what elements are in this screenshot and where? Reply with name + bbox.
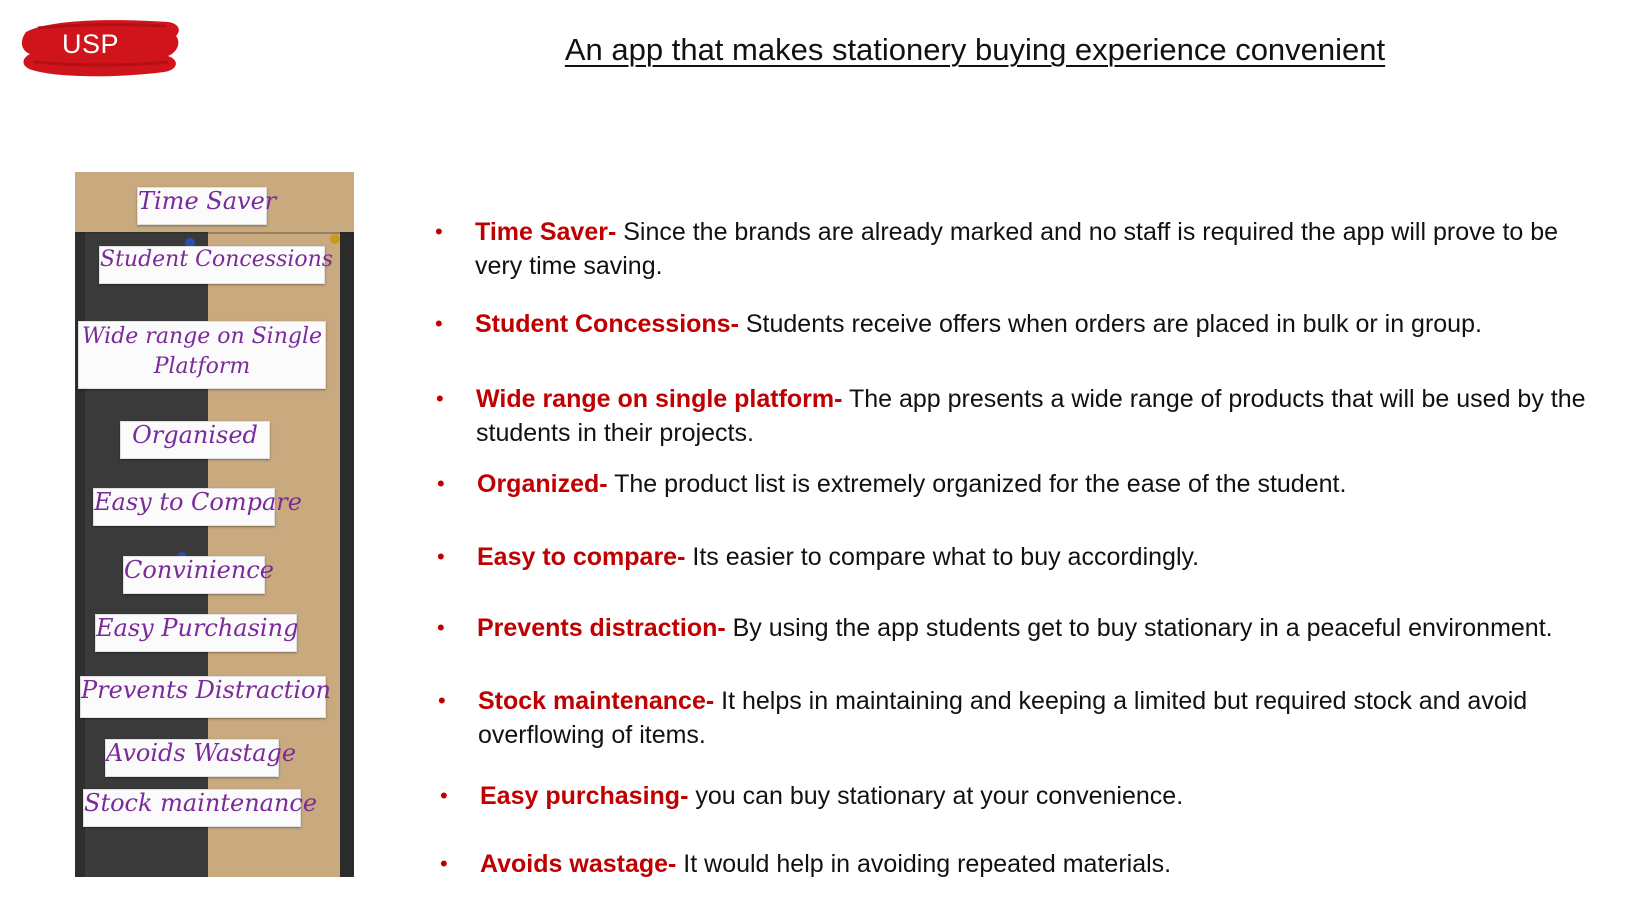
usp-label: USP <box>62 29 120 59</box>
photo-card: Time Saver <box>137 187 267 225</box>
usp-description: By using the app students get to buy stationary in a peaceful environment. <box>725 614 1553 642</box>
pushpin-icon <box>330 234 340 244</box>
bullet-icon: • <box>436 386 444 411</box>
usp-description: Since the brands are already marked and no staff is required the app will prove to be very time saving. <box>475 218 1559 280</box>
bullet-icon: • <box>440 851 448 876</box>
bullet-icon: • <box>438 688 446 713</box>
photo-card: Stock maintenance <box>83 789 301 827</box>
photo-card: Easy to Compare <box>93 488 275 526</box>
usp-description: Students receive offers when orders are placed in bulk or in group. <box>738 310 1482 338</box>
usp-description: The app presents a wide range of products that will be used by the students in their projects. <box>476 385 1586 447</box>
usp-badge <box>18 14 182 82</box>
usp-description: Its easier to compare what to buy accordingly. <box>685 543 1200 571</box>
photo-card: Avoids Wastage <box>105 739 279 777</box>
photo-card: Wide range on Single Platform <box>78 321 326 389</box>
list-item <box>436 382 1611 450</box>
bullet-icon: • <box>435 311 443 336</box>
cards-photo <box>75 172 354 877</box>
photo-card: Convinience <box>123 556 265 594</box>
bullet-icon: • <box>437 544 445 569</box>
photo-card: Prevents Distraction <box>80 676 326 718</box>
list-item <box>437 540 1597 574</box>
list-item <box>435 307 1595 341</box>
list-item <box>438 684 1608 752</box>
list-item <box>440 847 1600 881</box>
list-item <box>435 215 1590 283</box>
usp-term: Avoids wastage- <box>480 850 677 878</box>
list-item <box>437 611 1622 645</box>
usp-description: The product list is extremely organized for the ease of the student. <box>607 470 1347 498</box>
photo-card: Organised <box>120 421 270 459</box>
usp-term: Student Concessions- <box>475 310 739 338</box>
photo-card: Easy Purchasing <box>95 614 297 652</box>
usp-term: Stock maintenance- <box>478 687 715 715</box>
board-edge <box>340 232 354 877</box>
usp-term: Time Saver- <box>475 218 617 246</box>
list-item <box>437 467 1597 501</box>
bullet-icon: • <box>437 471 445 496</box>
photo-card: Student Concessions <box>99 246 325 284</box>
usp-term: Prevents distraction- <box>477 614 726 642</box>
usp-term: Easy purchasing- <box>480 782 689 810</box>
usp-description: It would help in avoiding repeated materials. <box>676 850 1172 878</box>
list-item <box>440 779 1600 813</box>
usp-term: Wide range on single platform- <box>476 385 843 413</box>
usp-term: Organized- <box>477 470 608 498</box>
usp-description: you can buy stationary at your convenience. <box>688 782 1184 810</box>
bullet-icon: • <box>435 219 443 244</box>
bullet-icon: • <box>440 783 448 808</box>
usp-description: It helps in maintaining and keeping a limited but required stock and avoid overflowing of items. <box>478 687 1528 749</box>
slide-title: An app that makes stationery buying experience convenient <box>564 32 1386 67</box>
usp-term: Easy to compare- <box>477 543 686 571</box>
bullet-icon: • <box>437 615 445 640</box>
